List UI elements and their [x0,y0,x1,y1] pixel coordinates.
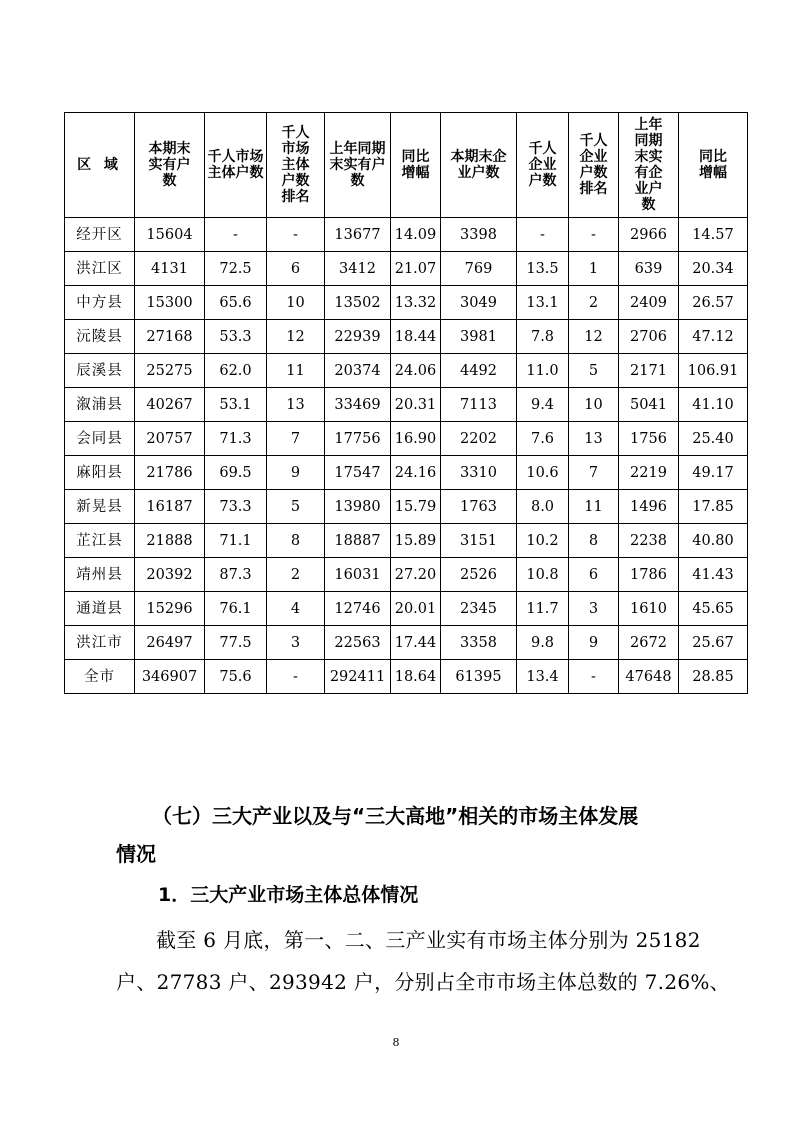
table-cell-region: 洪江区 [65,252,135,286]
table-cell: 26497 [135,626,205,660]
header-per-thousand-rank: 千人市场主体户数排名 [267,113,325,218]
table-cell: 76.1 [205,592,267,626]
table-row [65,320,748,354]
table-cell: 21786 [135,456,205,490]
table-cell: 292411 [325,660,391,694]
header-yoy-growth: 同比增幅 [391,113,441,218]
table-cell: 3049 [441,286,517,320]
section-heading-line1: （七）三大产业以及与“三大高地”相关的市场主体发展 [152,804,639,828]
table-cell: 3 [267,626,325,660]
table-cell: 7.8 [517,320,569,354]
section-heading-line2: 情况 [116,842,156,866]
table-row [65,592,748,626]
table-row [65,422,748,456]
page-number: 8 [392,1036,400,1049]
table-cell: 13 [267,388,325,422]
table-cell: 27168 [135,320,205,354]
table-cell: 15300 [135,286,205,320]
table-cell: 11.0 [517,354,569,388]
table-cell: 40267 [135,388,205,422]
table-cell: 14.09 [391,218,441,252]
table-cell: 3398 [441,218,517,252]
table-cell: 13502 [325,286,391,320]
table-cell-region: 麻阳县 [65,456,135,490]
table-cell: 2 [267,558,325,592]
table-cell: 17547 [325,456,391,490]
table-cell: 18887 [325,524,391,558]
table-cell: 2409 [619,286,679,320]
table-cell: 13980 [325,490,391,524]
table-cell: 49.17 [679,456,748,490]
table-cell: 3412 [325,252,391,286]
table-cell: 53.3 [205,320,267,354]
table-cell: 11 [267,354,325,388]
table-cell: 24.16 [391,456,441,490]
market-entity-table [64,112,748,694]
table-cell: 13.32 [391,286,441,320]
table-cell: 20.34 [679,252,748,286]
table-cell: 45.65 [679,592,748,626]
table-cell: 3310 [441,456,517,490]
table-header-row [65,113,748,218]
table-cell: 3358 [441,626,517,660]
table-cell: 17.44 [391,626,441,660]
table-cell: 75.6 [205,660,267,694]
table-cell: 769 [441,252,517,286]
table-cell: 40.80 [679,524,748,558]
table-cell: 24.06 [391,354,441,388]
table-cell: 16.90 [391,422,441,456]
table-cell: 4131 [135,252,205,286]
table-cell: 73.3 [205,490,267,524]
table-cell: 20757 [135,422,205,456]
table-cell: 27.20 [391,558,441,592]
table-cell: 47648 [619,660,679,694]
table-cell: - [267,218,325,252]
header-per-thousand: 千人市场主体户数 [205,113,267,218]
table-cell: 47.12 [679,320,748,354]
table-cell: 10.6 [517,456,569,490]
table-cell: 69.5 [205,456,267,490]
table-cell: 20.01 [391,592,441,626]
table-cell: 9 [267,456,325,490]
table-cell: 2706 [619,320,679,354]
table-cell: 1496 [619,490,679,524]
table-cell-region: 洪江市 [65,626,135,660]
table-cell: 11 [569,490,619,524]
table-row [65,558,748,592]
table-cell: 1 [569,252,619,286]
table-cell: 1610 [619,592,679,626]
subsection-heading: 1．三大产业市场主体总体情况 [158,884,419,906]
table-cell: 12746 [325,592,391,626]
table-cell: 14.57 [679,218,748,252]
table-cell: 639 [619,252,679,286]
table-row [65,524,748,558]
table-cell: 2526 [441,558,517,592]
table-cell: 77.5 [205,626,267,660]
table-cell: - [517,218,569,252]
header-enterprise-per-thousand: 千人企业户数 [517,113,569,218]
table-cell: 4 [267,592,325,626]
table-cell: 61395 [441,660,517,694]
table-cell: 41.10 [679,388,748,422]
table-cell: 87.3 [205,558,267,592]
table-row [65,218,748,252]
table-cell-region: 会同县 [65,422,135,456]
header-current-enterprises: 本期末企业户数 [441,113,517,218]
table-cell: 25.40 [679,422,748,456]
table-cell: 16031 [325,558,391,592]
table-cell: 15604 [135,218,205,252]
table-cell: 72.5 [205,252,267,286]
table-cell-region: 新晃县 [65,490,135,524]
table-cell: 25.67 [679,626,748,660]
table-cell-region: 通道县 [65,592,135,626]
table-cell: 15.79 [391,490,441,524]
table-cell: 8 [569,524,619,558]
table-cell: 20392 [135,558,205,592]
table-cell: 9.4 [517,388,569,422]
table-cell: 7 [569,456,619,490]
table-cell: 10 [569,388,619,422]
table-cell: 16187 [135,490,205,524]
table-cell: 17756 [325,422,391,456]
table-cell: 5041 [619,388,679,422]
table-cell-region: 中方县 [65,286,135,320]
table-cell: 12 [569,320,619,354]
table-cell: 15.89 [391,524,441,558]
table-cell: 13 [569,422,619,456]
table-cell: 346907 [135,660,205,694]
table-cell: 3981 [441,320,517,354]
table-cell: 13.1 [517,286,569,320]
table-cell-region: 辰溪县 [65,354,135,388]
table-cell: 2219 [619,456,679,490]
header-current-total: 本期末实有户数 [135,113,205,218]
table-cell: 5 [267,490,325,524]
header-enterprise-rank: 千人企业户数排名 [569,113,619,218]
table-cell-region: 全市 [65,660,135,694]
table-cell: 10.8 [517,558,569,592]
table-cell: - [569,660,619,694]
table-cell: 2171 [619,354,679,388]
table-cell: 18.64 [391,660,441,694]
table-cell: 53.1 [205,388,267,422]
table-cell: 1786 [619,558,679,592]
table-cell: 20374 [325,354,391,388]
table-row [65,354,748,388]
table-cell-region: 经开区 [65,218,135,252]
header-region: 区 域 [65,113,135,218]
table-cell: 1763 [441,490,517,524]
table-cell: 33469 [325,388,391,422]
table-cell: 2672 [619,626,679,660]
table-cell: 13677 [325,218,391,252]
table-cell: 9.8 [517,626,569,660]
table-cell: 7.6 [517,422,569,456]
table-cell: 10.2 [517,524,569,558]
table-cell: 6 [267,252,325,286]
table-cell-region: 靖州县 [65,558,135,592]
table-cell: 2202 [441,422,517,456]
table-cell: 65.6 [205,286,267,320]
table-row [65,490,748,524]
header-enterprise-yoy-growth: 同比增幅 [679,113,748,218]
table-cell: 28.85 [679,660,748,694]
table-cell: 6 [569,558,619,592]
table-row [65,388,748,422]
table-cell-region: 沅陵县 [65,320,135,354]
table-cell: 2 [569,286,619,320]
table-cell: 18.44 [391,320,441,354]
table-cell-region: 溆浦县 [65,388,135,422]
table-row [65,286,748,320]
table-cell: 26.57 [679,286,748,320]
table-row [65,660,748,694]
table-cell: 9 [569,626,619,660]
table-cell: 41.43 [679,558,748,592]
table-cell: 21.07 [391,252,441,286]
table-cell: - [569,218,619,252]
table-cell: 13.5 [517,252,569,286]
table-cell: 5 [569,354,619,388]
table-cell: 1756 [619,422,679,456]
table-cell: 17.85 [679,490,748,524]
table-cell: 22563 [325,626,391,660]
header-last-year-total: 上年同期末实有户数 [325,113,391,218]
table-cell: 2345 [441,592,517,626]
paragraph-line1: 截至 6 月底，第一、二、三产业实有市场主体分别为 25182 [156,928,701,952]
table-cell: 8.0 [517,490,569,524]
table-cell-region: 芷江县 [65,524,135,558]
table-cell: 71.1 [205,524,267,558]
table-cell: 3151 [441,524,517,558]
table-cell: 10 [267,286,325,320]
table-cell: 15296 [135,592,205,626]
table-row [65,252,748,286]
table-row [65,456,748,490]
table-cell: 8 [267,524,325,558]
table-cell: 106.91 [679,354,748,388]
table-cell: 3 [569,592,619,626]
table-cell: 71.3 [205,422,267,456]
table-cell: 21888 [135,524,205,558]
table-cell: - [205,218,267,252]
table-cell: 20.31 [391,388,441,422]
table-cell: 22939 [325,320,391,354]
table-cell: 7 [267,422,325,456]
table-cell: 2238 [619,524,679,558]
table-cell: 25275 [135,354,205,388]
header-last-year-enterprises: 上年同期末实有企业户数 [619,113,679,218]
table-cell: 11.7 [517,592,569,626]
table-cell: 2966 [619,218,679,252]
table-cell: 4492 [441,354,517,388]
paragraph-line2: 户、27783 户、293942 户，分别占全市市场主体总数的 7.26%、 [116,970,730,994]
table-cell: 12 [267,320,325,354]
table-cell: 13.4 [517,660,569,694]
table-cell: - [267,660,325,694]
table-cell: 7113 [441,388,517,422]
table-cell: 62.0 [205,354,267,388]
table-row [65,626,748,660]
